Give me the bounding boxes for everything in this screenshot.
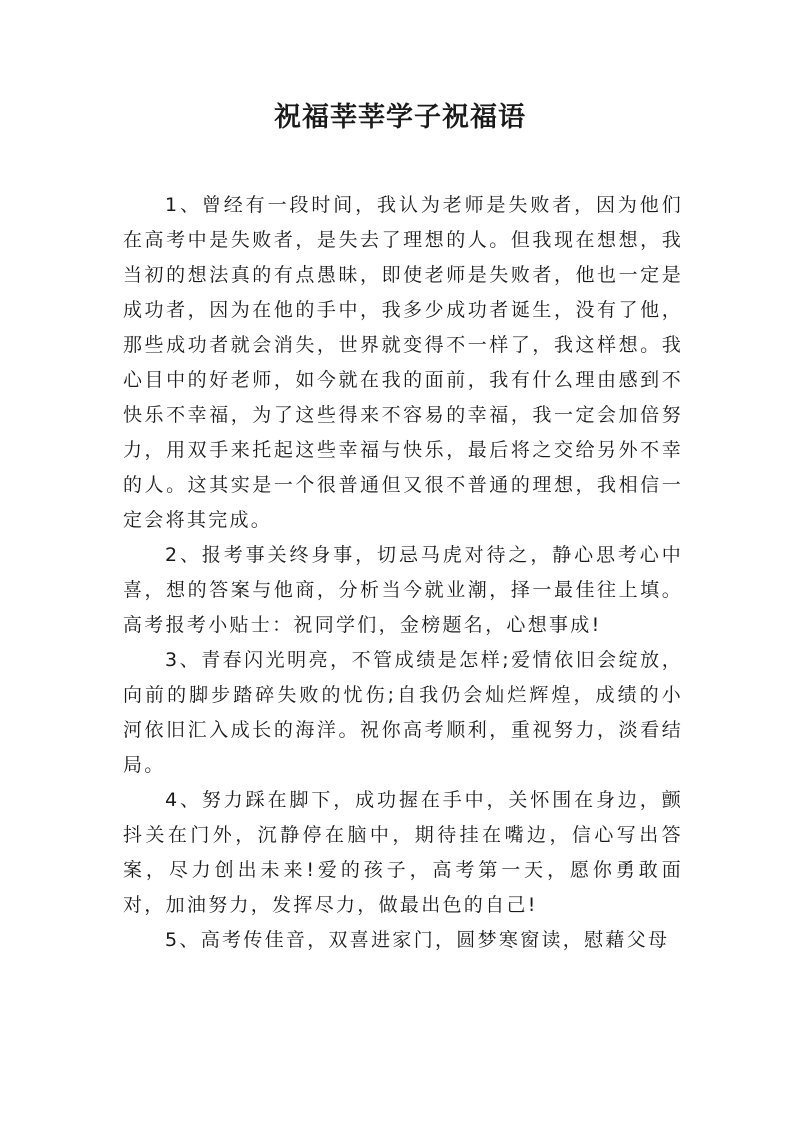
paragraph-5: 5、高考传佳音，双喜进家门，圆梦寒窗读，慰藉父母 — [165, 929, 670, 951]
document-body — [123, 188, 683, 958]
paragraph-3: 3、青春闪光明亮，不管成绩是怎样;爱情依旧会绽放，向前的脚步踏碎失败的忧伤;自我仍会灿烂辉煌，成绩的小河依旧汇入成长的海洋。祝你高考顺利，重视努力，淡看结局。 — [123, 649, 683, 776]
paragraph-1: 1、曾经有一段时间，我认为老师是失败者，因为他们在高考中是失败者，是失去了理想的人。但我现在想想，我当初的想法真的有点愚昧，即使老师是失败者，他也一定是成功者，因为在他的手中，我多少成功者诞生，没有了他，那些成功者就会消失，世界就变得不一样了，我这样想。我心目中的好老师，如今就在我的面前，我有什么理由感到不快乐不幸福，为了这些得来不容易的幸福，我一定会加倍努力，用双手来托起这些幸福与快乐，最后将之交给另外不幸的人。这其实是一个很普通但又很不普通的理想，我相信一定会将其完成。 — [123, 194, 683, 531]
paragraph-4: 4、努力踩在脚下，成功握在手中，关怀围在身边，颤抖关在门外，沉静停在脑中，期待挂在嘴边，信心写出答案，尽力创出未来!爱的孩子，高考第一天，愿你勇敢面对，加油努力，发挥尽力，做最出色的自己! — [123, 789, 683, 916]
document-title: 祝福莘莘学子祝福语 — [274, 102, 526, 133]
paragraph-2: 2、报考事关终身事，切忌马虎对待之，静心思考心中喜，想的答案与他商，分析当今就业潮，择一最佳往上填。高考报考小贴士：祝同学们，金榜题名，心想事成! — [123, 544, 683, 636]
